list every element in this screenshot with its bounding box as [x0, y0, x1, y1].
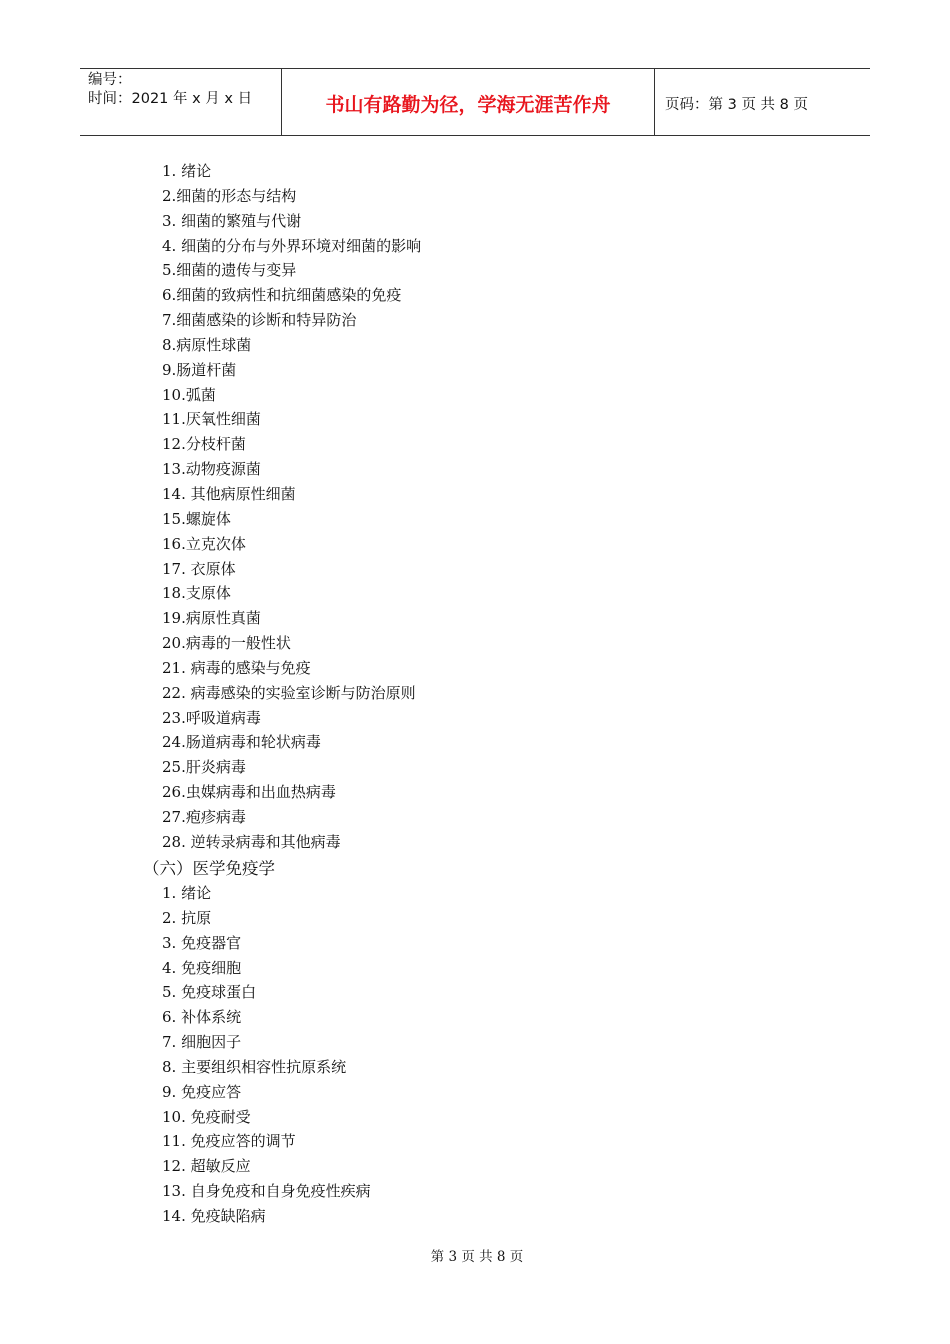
header-meta — [88, 71, 252, 109]
microbiology-topic-list — [162, 159, 782, 855]
list-item: 12.分枝杆菌 — [162, 435, 246, 454]
list-item: 26.虫媒病毒和出血热病毒 — [162, 783, 336, 802]
section-heading-immunology: （六）医学免疫学 — [143, 859, 275, 878]
page-header — [80, 68, 870, 136]
list-item: 23.呼吸道病毒 — [162, 708, 261, 727]
list-item: 3. 免疫器官 — [162, 933, 242, 952]
list-item: 5.细菌的遗传与变异 — [162, 261, 297, 280]
list-item: 16.立克次体 — [162, 534, 246, 553]
list-item: 25.肝炎病毒 — [162, 758, 246, 777]
list-item: 19.病原性真菌 — [162, 609, 261, 628]
list-item: 9. 免疫应答 — [162, 1082, 242, 1101]
header-page-indicator: 页码：第 3 页 共 8 页 — [665, 97, 808, 113]
list-item: 1. 绪论 — [162, 162, 212, 180]
list-item: 7. 细胞因子 — [162, 1033, 242, 1052]
list-item: 20.病毒的一般性状 — [162, 634, 291, 653]
list-item: 4. 细菌的分布与外界环境对细菌的影响 — [162, 236, 422, 255]
list-item: 21. 病毒的感染与免疫 — [162, 658, 311, 677]
list-item: 10. 免疫耐受 — [162, 1107, 251, 1126]
list-item: 10.弧菌 — [162, 385, 216, 404]
document-date-label: 时间：2021 年 x 月 x 日 — [88, 91, 253, 107]
header-motto: 书山有路勤为径，学海无涯苦作舟 — [325, 94, 611, 116]
immunology-topic-list — [162, 881, 782, 1229]
list-item: 2.细菌的形态与结构 — [162, 186, 297, 205]
list-item: 6. 补体系统 — [162, 1008, 242, 1027]
list-item: 1. 绪论 — [162, 884, 212, 902]
list-item: 13.动物疫源菌 — [162, 460, 261, 479]
list-item: 8.病原性球菌 — [162, 335, 252, 354]
list-item: 13. 自身免疫和自身免疫性疾病 — [162, 1182, 371, 1201]
header-divider — [654, 69, 655, 135]
list-item: 9.肠道杆菌 — [162, 360, 237, 379]
document-number-label: 编号： — [88, 72, 132, 88]
list-item: 7.细菌感染的诊断和特异防治 — [162, 311, 357, 330]
list-item: 6.细菌的致病性和抗细菌感染的免疫 — [162, 286, 402, 305]
list-item: 4. 免疫细胞 — [162, 958, 242, 977]
list-item: 2. 抗原 — [162, 908, 212, 927]
list-item: 8. 主要组织相容性抗原系统 — [162, 1057, 347, 1076]
list-item: 14. 其他病原性细菌 — [162, 484, 296, 503]
list-item: 28. 逆转录病毒和其他病毒 — [162, 832, 341, 851]
list-item: 24.肠道病毒和轮状病毒 — [162, 733, 321, 752]
list-item: 3. 细菌的繁殖与代谢 — [162, 211, 302, 230]
list-item: 17. 衣原体 — [162, 559, 236, 578]
list-item: 27.疱疹病毒 — [162, 807, 246, 826]
list-item: 15.螺旋体 — [162, 509, 231, 528]
list-item: 22. 病毒感染的实验室诊断与防治原则 — [162, 683, 416, 702]
list-item: 12. 超敏反应 — [162, 1157, 251, 1176]
list-item: 11. 免疫应答的调节 — [162, 1132, 296, 1151]
list-item: 11.厌氧性细菌 — [162, 410, 261, 429]
page-footer: 第 3 页 共 8 页 — [430, 1249, 524, 1265]
list-item: 14. 免疫缺陷病 — [162, 1206, 266, 1225]
list-item: 18.支原体 — [162, 584, 231, 603]
list-item: 5. 免疫球蛋白 — [162, 983, 257, 1002]
